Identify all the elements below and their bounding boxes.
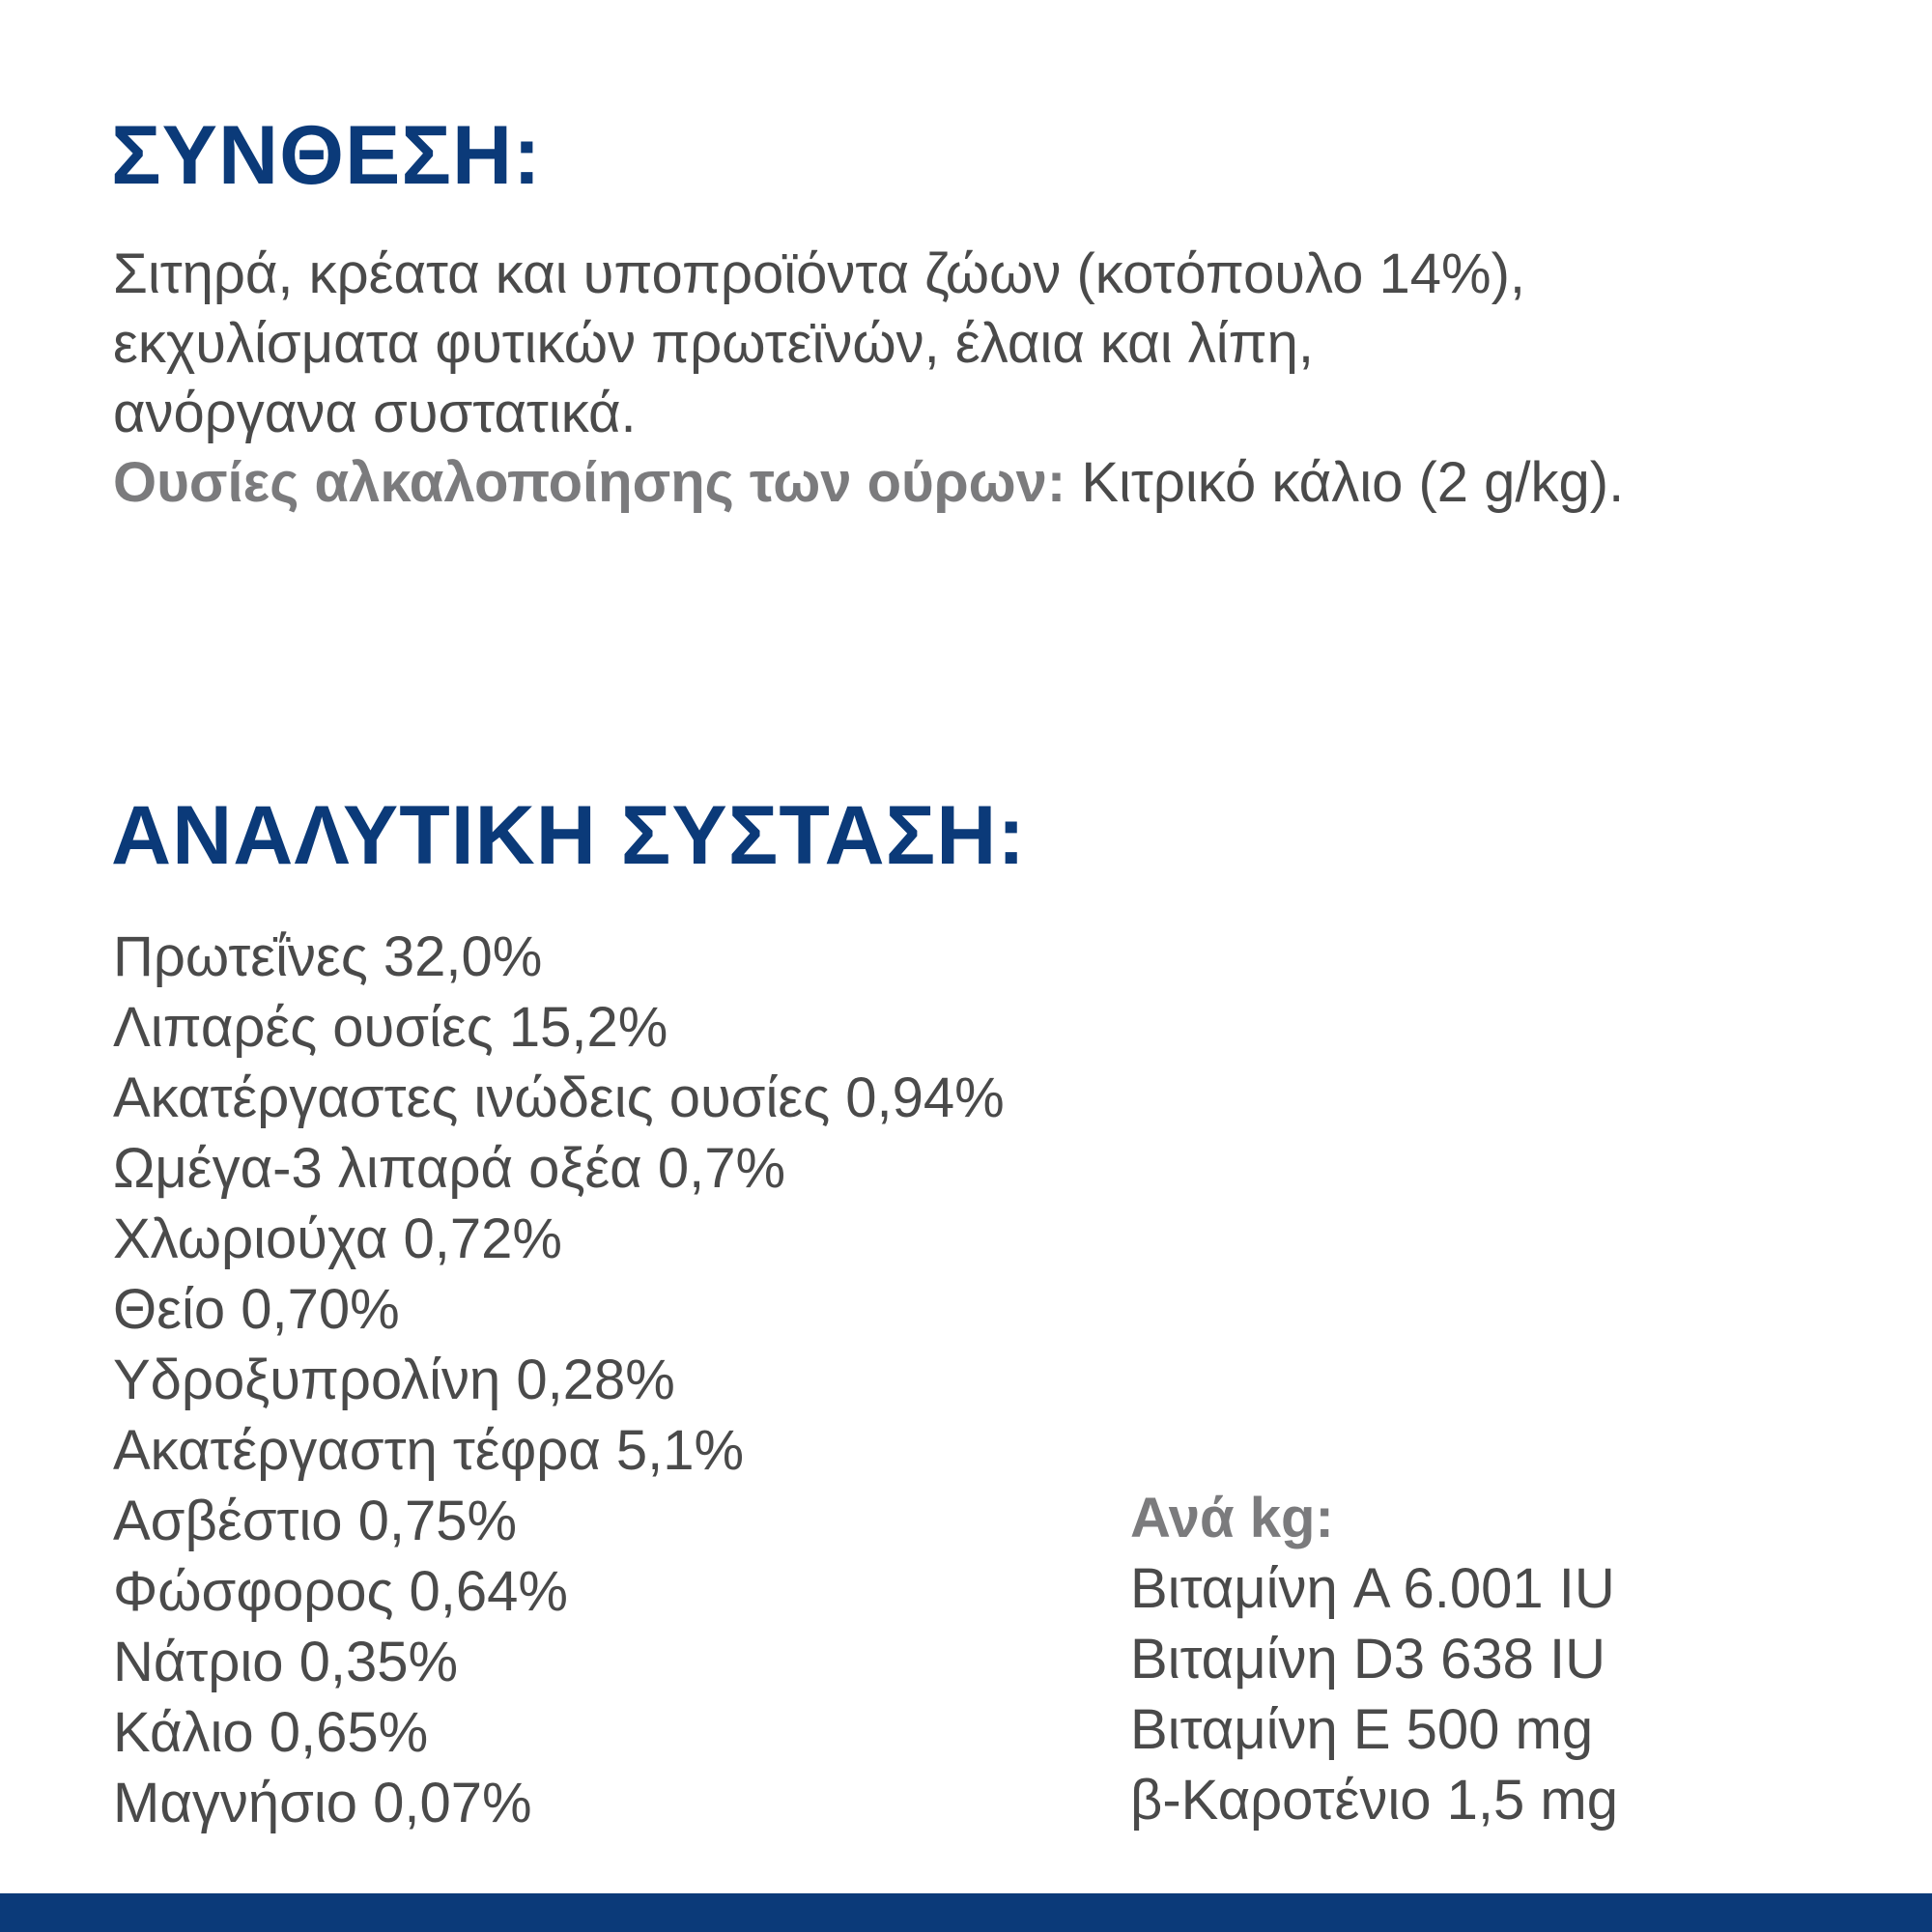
analysis-item: Υδροξυπρολίνη 0,28% [113,1349,675,1411]
composition-heading: ΣΥΝΘΕΣΗ: [111,109,542,202]
analysis-item: Χλωριούχα 0,72% [113,1208,562,1270]
composition-line: εκχυλίσματα φυτικών πρωτεϊνών, έλαια και λίπη, [113,312,1314,375]
analysis-item: Ωμέγα-3 λιπαρά οξέα 0,7% [113,1137,786,1200]
additive-line [113,448,1852,518]
analysis-item: Πρωτεΐνες 32,0% [113,925,543,988]
analysis-item: Ασβέστιο 0,75% [113,1490,518,1552]
composition-line: ανόργανα συστατικά. [113,382,637,444]
footer-bar [0,1893,1932,1932]
analysis-item: Κάλιο 0,65% [113,1701,429,1764]
vitamin-item: Βιταμίνη A 6.001 IU [1130,1557,1615,1620]
analysis-list [113,922,1005,1838]
vitamin-item: Βιταμίνη D3 638 IU [1130,1628,1606,1690]
composition-text [113,240,1852,518]
analysis-item: Φώσφορος 0,64% [113,1560,568,1623]
composition-line: Σιτηρά, κρέατα και υποπροϊόντα ζώων (κοτόπουλο 14%), [113,242,1526,305]
vitamin-item: Βιταμίνη E 500 mg [1130,1698,1594,1761]
analysis-item: Ακατέργαστη τέφρα 5,1% [113,1419,745,1482]
analysis-item: Μαγνήσιο 0,07% [113,1772,532,1834]
additive-value: Κιτρικό κάλιο (2 g/kg). [1065,451,1625,514]
vitamins-title: Ανά kg: [1130,1487,1334,1549]
analysis-item: Λιπαρές ουσίες 15,2% [113,996,668,1059]
vitamin-item: β-Καροτένιο 1,5 mg [1130,1769,1618,1832]
analysis-item: Θείο 0,70% [113,1278,400,1341]
additive-label: Ουσίες αλκαλοποίησης των ούρων: [113,451,1066,514]
analysis-item: Ακατέργαστες ινώδεις ουσίες 0,94% [113,1066,1005,1129]
analysis-item: Νάτριο 0,35% [113,1631,459,1693]
analysis-heading: ΑΝΑΛΥΤΙΚΗ ΣΥΣΤΑΣΗ: [111,789,1026,882]
vitamins-list [1130,1483,1618,1835]
